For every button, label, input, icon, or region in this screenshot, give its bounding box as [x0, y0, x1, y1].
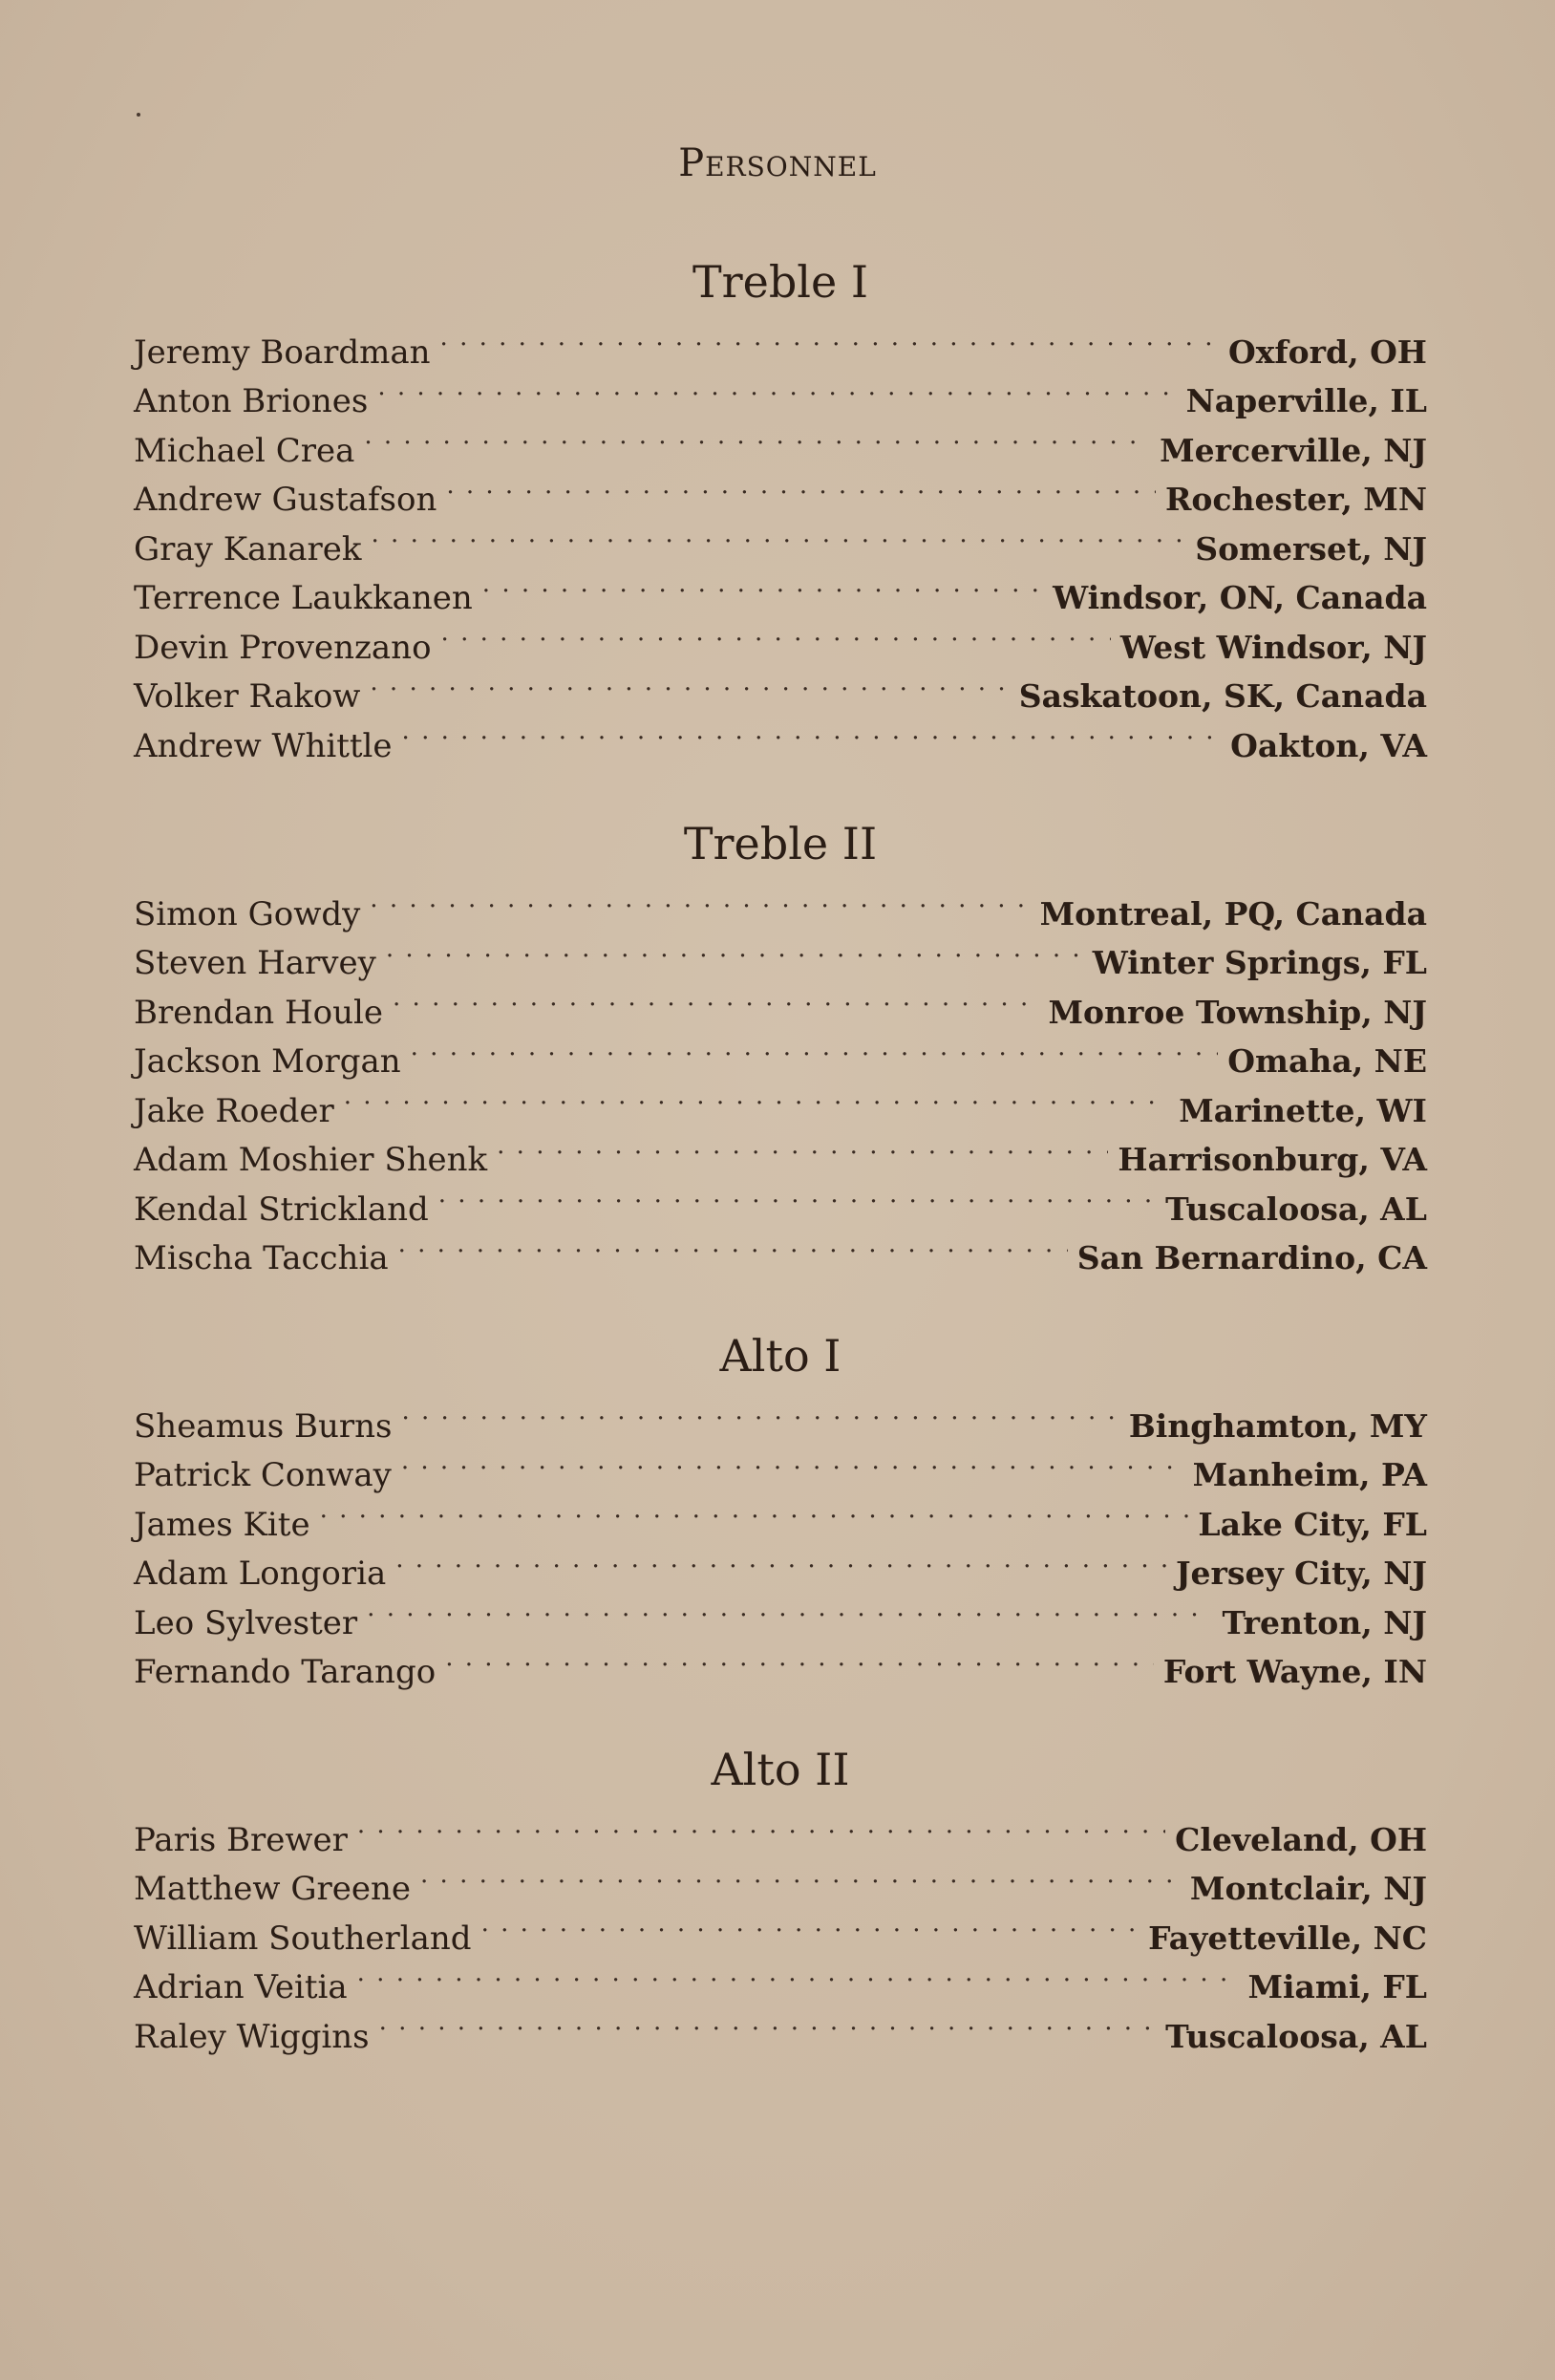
list-item: [134, 313, 1427, 372]
dot-leader: [393, 974, 1038, 1023]
section-treble-1: [134, 250, 1427, 765]
dot-leader: [357, 1801, 1165, 1851]
list-item: [134, 1387, 1427, 1446]
member-hometown: Manheim, PA: [1192, 1456, 1427, 1493]
member-name: Devin Provenzano: [134, 628, 432, 667]
member-name: James Kite: [134, 1505, 310, 1544]
member-name: Michael Crea: [134, 431, 355, 470]
dot-leader: [482, 560, 1043, 610]
member-hometown: Montclair, NJ: [1189, 1870, 1427, 1907]
member-hometown: Miami, FL: [1247, 1968, 1427, 2005]
dot-leader: [481, 1899, 1140, 1949]
dot-leader: [401, 1437, 1183, 1487]
member-hometown: Lake City, FL: [1198, 1505, 1427, 1543]
member-hometown: Naperville, IL: [1185, 382, 1427, 419]
member-hometown: San Bernardino, CA: [1076, 1239, 1427, 1276]
member-name: Patrick Conway: [134, 1456, 392, 1494]
dot-leader: [446, 461, 1156, 511]
member-hometown: Windsor, ON, Canada: [1053, 579, 1427, 616]
member-name: Raley Wiggins: [134, 2017, 370, 2056]
dot-leader: [401, 1387, 1118, 1437]
member-hometown: Montreal, PQ, Canada: [1039, 894, 1427, 933]
member-name: Jake Roeder: [134, 1091, 334, 1130]
member-name: Anton Briones: [134, 382, 369, 420]
section-treble-2: [134, 812, 1427, 1277]
dot-leader: [440, 313, 1219, 363]
dot-leader: [320, 1486, 1189, 1535]
member-hometown: Harrisonburg, VA: [1118, 1141, 1427, 1178]
member-name: Volker Rakow: [134, 677, 361, 716]
dot-leader: [344, 1072, 1169, 1122]
dot-leader: [377, 363, 1176, 413]
member-hometown: Tuscaloosa, AL: [1165, 1190, 1427, 1228]
member-name: William Southerland: [134, 1919, 472, 1958]
list-item: [134, 875, 1427, 933]
member-name: Adam Longoria: [134, 1555, 387, 1593]
section-title: Treble II: [683, 818, 878, 869]
member-name: Simon Gowdy: [134, 894, 361, 933]
member-hometown: Fayetteville, NC: [1148, 1919, 1427, 1957]
member-name: Andrew Gustafson: [134, 481, 437, 519]
list-item: [134, 1801, 1427, 1859]
member-hometown: Binghamton, MY: [1128, 1406, 1427, 1445]
member-name: Jeremy Boardman: [134, 332, 431, 372]
dot-leader: [402, 707, 1222, 757]
member-name: Fernando Tarango: [134, 1653, 437, 1691]
page-title: Personnel: [678, 141, 877, 185]
member-hometown: Saskatoon, SK, Canada: [1018, 677, 1427, 715]
dot-leader: [445, 1634, 1154, 1683]
member-name: Terrence Laukkanen: [134, 579, 473, 617]
section-title: Alto I: [719, 1330, 841, 1382]
member-name: Leo Sylvester: [134, 1603, 358, 1642]
member-name: Steven Harvey: [134, 944, 376, 982]
member-name: Jackson Morgan: [134, 1042, 401, 1081]
member-hometown: Winter Springs, FL: [1092, 944, 1427, 981]
member-name: Andrew Whittle: [134, 726, 393, 765]
member-hometown: Marinette, WI: [1179, 1091, 1427, 1129]
member-hometown: Somerset, NJ: [1195, 529, 1427, 568]
member-hometown: Jersey City, NJ: [1175, 1555, 1427, 1592]
member-name: Sheamus Burns: [134, 1406, 393, 1446]
member-name: Adam Moshier Shenk: [134, 1141, 488, 1179]
dot-leader: [370, 875, 1030, 925]
dot-leader: [395, 1535, 1166, 1585]
member-name: Matthew Greene: [134, 1870, 412, 1908]
member-hometown: Cleveland, OH: [1175, 1820, 1427, 1858]
dot-leader: [438, 1170, 1156, 1220]
member-name: Adrian Veitia: [134, 1968, 348, 2006]
section-alto-1: [134, 1324, 1427, 1691]
member-name: Kendal Strickland: [134, 1190, 429, 1229]
member-hometown: Oakton, VA: [1230, 726, 1427, 764]
member-hometown: Monroe Township, NJ: [1048, 993, 1427, 1031]
member-name: Gray Kanarek: [134, 529, 362, 568]
section-alto-2: [134, 1738, 1427, 2056]
dot-leader: [411, 1023, 1219, 1073]
dot-leader: [370, 658, 1009, 708]
dot-leader: [398, 1220, 1068, 1270]
dot-leader: [420, 1851, 1181, 1900]
member-hometown: Fort Wayne, IN: [1162, 1653, 1427, 1690]
member-hometown: West Windsor, NJ: [1119, 628, 1427, 666]
member-name: Mischa Tacchia: [134, 1239, 389, 1277]
section-title: Alto II: [711, 1744, 850, 1795]
member-name: Brendan Houle: [134, 993, 384, 1032]
dot-leader: [364, 412, 1150, 461]
dot-leader: [386, 925, 1083, 975]
dot-leader: [372, 510, 1186, 560]
dot-leader: [357, 1949, 1239, 1999]
dot-leader: [379, 1998, 1156, 2048]
member-hometown: Rochester, MN: [1165, 481, 1427, 518]
section-title: Treble I: [692, 256, 869, 308]
paper-speck: [137, 113, 140, 117]
member-hometown: Mercerville, NJ: [1160, 431, 1427, 469]
member-hometown: Tuscaloosa, AL: [1165, 2017, 1427, 2055]
dot-leader: [367, 1584, 1212, 1634]
member-hometown: Omaha, NE: [1227, 1042, 1427, 1080]
member-name: Paris Brewer: [134, 1820, 348, 1859]
dot-leader: [441, 609, 1111, 658]
dot-leader: [497, 1122, 1108, 1171]
member-hometown: Oxford, OH: [1228, 332, 1427, 371]
member-hometown: Trenton, NJ: [1222, 1603, 1427, 1641]
